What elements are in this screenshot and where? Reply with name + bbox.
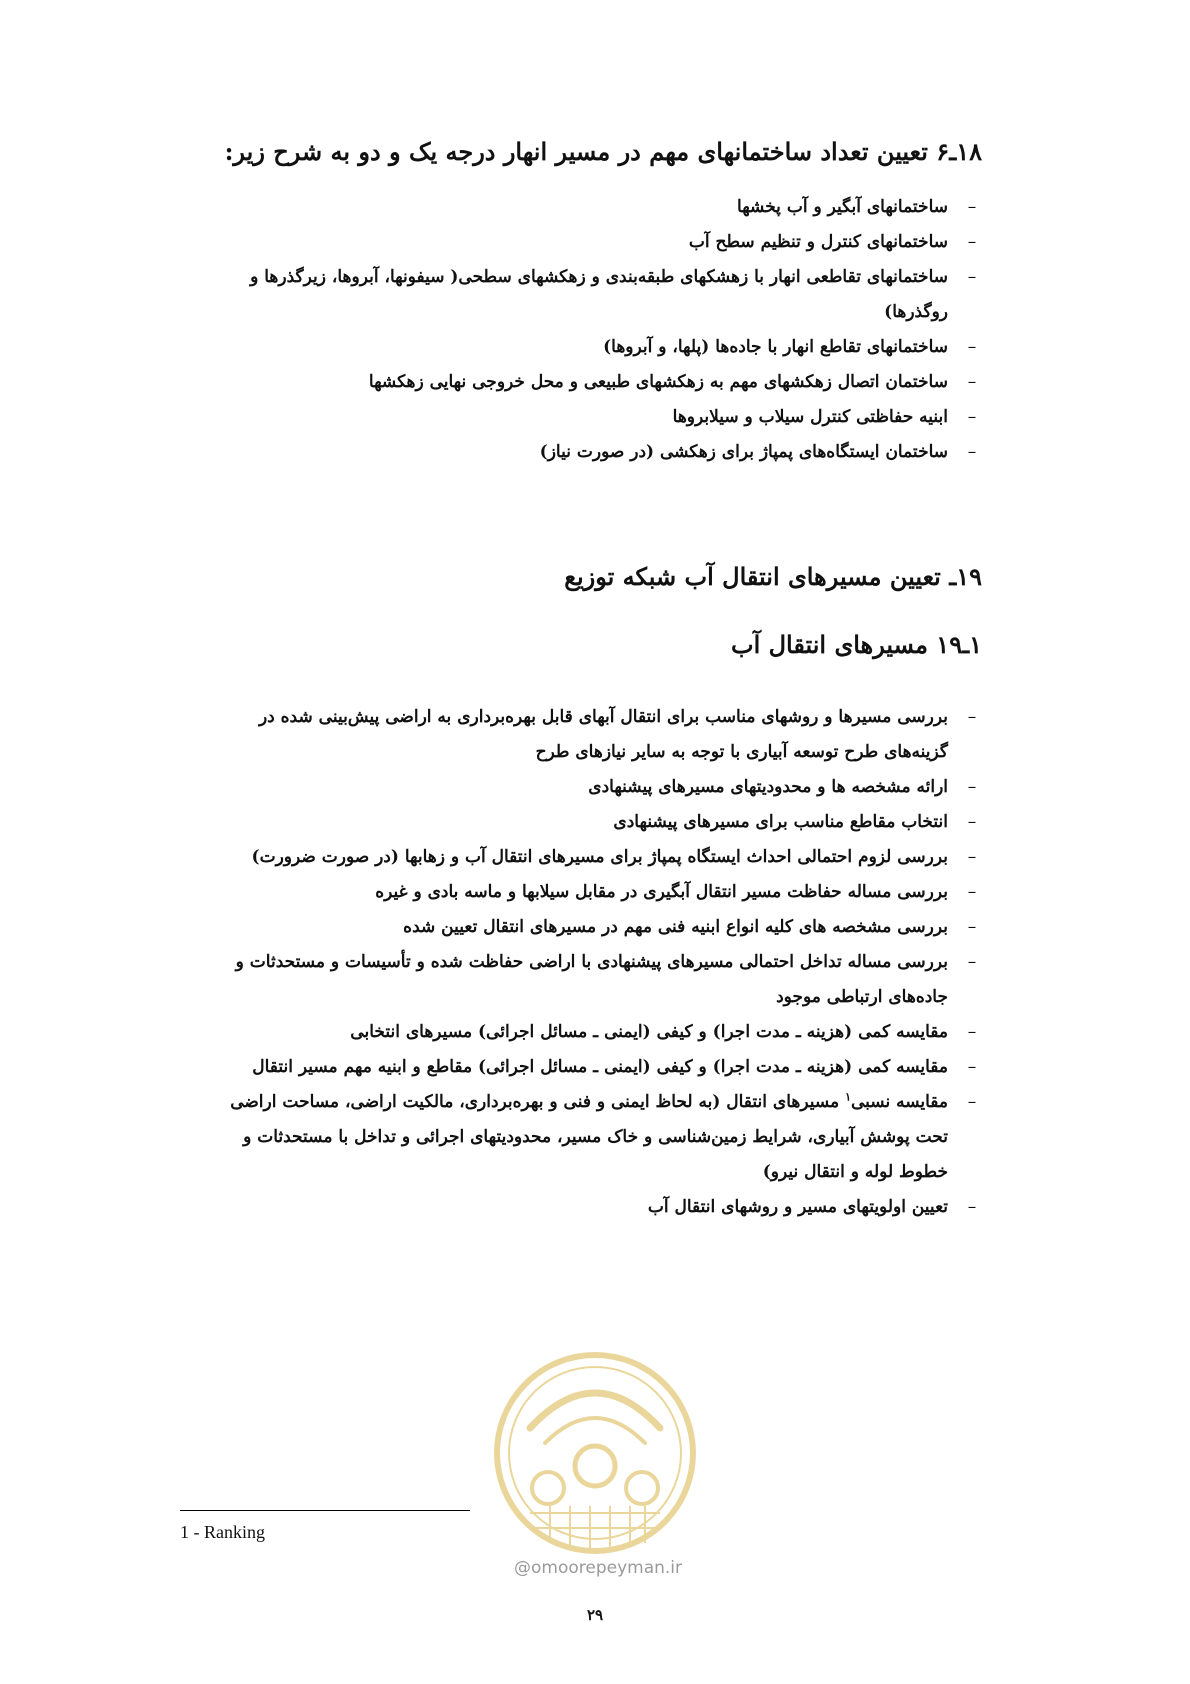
footnote: 1 - Ranking <box>180 1522 265 1542</box>
dash-bullet: – <box>967 1197 977 1217</box>
list-item: – بررسی مساله تداخل احتمالی مسیرهای پیشنهادی با اراضی حفاظت شده و تأسیسات و مستحدثات و جاده‌های ارتباطی موجود <box>202 945 982 1015</box>
dash-bullet: – <box>967 1092 977 1112</box>
dash-bullet: – <box>967 952 977 972</box>
section-18-6-list <box>202 190 982 470</box>
dash-bullet: – <box>967 337 977 357</box>
list-item: – مقایسه کمی (هزینه ـ مدت اجرا) و کیفی (ایمنی ـ مسائل اجرائی) مسیرهای انتخابی <box>202 1015 982 1050</box>
footnote-reference[interactable]: ۱ <box>845 1090 851 1104</box>
list-item: – مقایسه کمی (هزینه ـ مدت اجرا) و کیفی (ایمنی ـ مسائل اجرائی) مقاطع و ابنیه مهم مسیر انتقال <box>202 1050 982 1085</box>
list-item: – بررسی مسیرها و روشهای مناسب برای انتقال آبهای قابل بهره‌برداری به اراضی پیش‌بینی شده در گزینه‌های طرح توسعه آبیاری با توجه به سایر نیازهای طرح <box>202 700 982 770</box>
list-item: – تعیین اولویتهای مسیر و روشهای انتقال آب <box>202 1190 982 1225</box>
dash-bullet: – <box>967 707 977 727</box>
section-19-1-heading: ۱ـ۱۹ مسیرهای انتقال آب <box>730 630 982 659</box>
dash-bullet: – <box>967 882 977 902</box>
watermark-logo-icon <box>490 1348 700 1558</box>
footnote-divider <box>180 1510 470 1511</box>
list-item: – انتخاب مقاطع مناسب برای مسیرهای پیشنهادی <box>202 805 982 840</box>
dash-bullet: – <box>967 1057 977 1077</box>
dash-bullet: – <box>967 812 977 832</box>
list-item: – ساختمان ایستگاه‌های پمپاژ برای زهکشی (در صورت نیاز) <box>202 435 982 470</box>
dash-bullet: – <box>967 442 977 462</box>
dash-bullet: – <box>967 1022 977 1042</box>
list-item-ranking: – مقایسه نسبی$^۱$ مسیرهای انتقال (به لحاظ ایمنی و فنی و بهره‌برداری، مالکیت اراضی، مساحت اراضی تحت پوشش آبیاری، شرایط زمین‌شناسی و خاک مسیر، محدودیتهای اجرائی و تداخل با مستحدثات و خطوط لوله و انتقال نیرو) <box>202 1085 982 1190</box>
list-item: – ساختمانهای تقاطع انهار با جاده‌ها (پلها، و آبروها) <box>202 330 982 365</box>
list-item: – ساختمان اتصال زهکشهای مهم به زهکشهای طبیعی و محل خروجی نهایی زهکشها <box>202 365 982 400</box>
list-item: – ابنیه حفاظتی کنترل سیلاب و سیلابروها <box>202 400 982 435</box>
dash-bullet: – <box>967 197 977 217</box>
page-number: ۲۹ <box>586 1606 604 1624</box>
dash-bullet: – <box>967 917 977 937</box>
section-18-6-heading: ۱۸ـ۶ تعیین تعداد ساختمانهای مهم در مسیر انهار درجه یک و دو به شرح زیر: <box>224 137 982 166</box>
dash-bullet: – <box>967 267 977 287</box>
list-item: – ساختمانهای آبگیر و آب پخشها <box>202 190 982 225</box>
dash-bullet: – <box>967 847 977 867</box>
list-item: – بررسی مشخصه های کلیه انواع ابنیه فنی مهم در مسیرهای انتقال تعیین شده <box>202 910 982 945</box>
list-item: – ساختمانهای کنترل و تنظیم سطح آب <box>202 225 982 260</box>
list-item: – ساختمانهای تقاطعی انهار با زهشکهای طبقه‌بندی و زهکشهای سطحی( سیفونها، آبروها، زیرگذرها و روگذرها) <box>202 260 982 330</box>
section-19-heading: ۱۹ـ تعیین مسیرهای انتقال آب شبکه توزیع <box>564 562 982 591</box>
list-item: – بررسی مساله حفاظت مسیر انتقال آبگیری در مقابل سیلابها و ماسه بادی و غیره <box>202 875 982 910</box>
section-19-1-list <box>202 700 982 1225</box>
list-item: – بررسی لزوم احتمالی احداث ایستگاه پمپاژ برای مسیرهای انتقال آب و زهابها (در صورت ضرورت) <box>202 840 982 875</box>
dash-bullet: – <box>967 372 977 392</box>
dash-bullet: – <box>967 777 977 797</box>
dash-bullet: – <box>967 407 977 427</box>
watermark-url: @omoorepeyman.ir <box>513 1558 683 1578</box>
list-item: – ارائه مشخصه ها و محدودیتهای مسیرهای پیشنهادی <box>202 770 982 805</box>
dash-bullet: – <box>967 232 977 252</box>
